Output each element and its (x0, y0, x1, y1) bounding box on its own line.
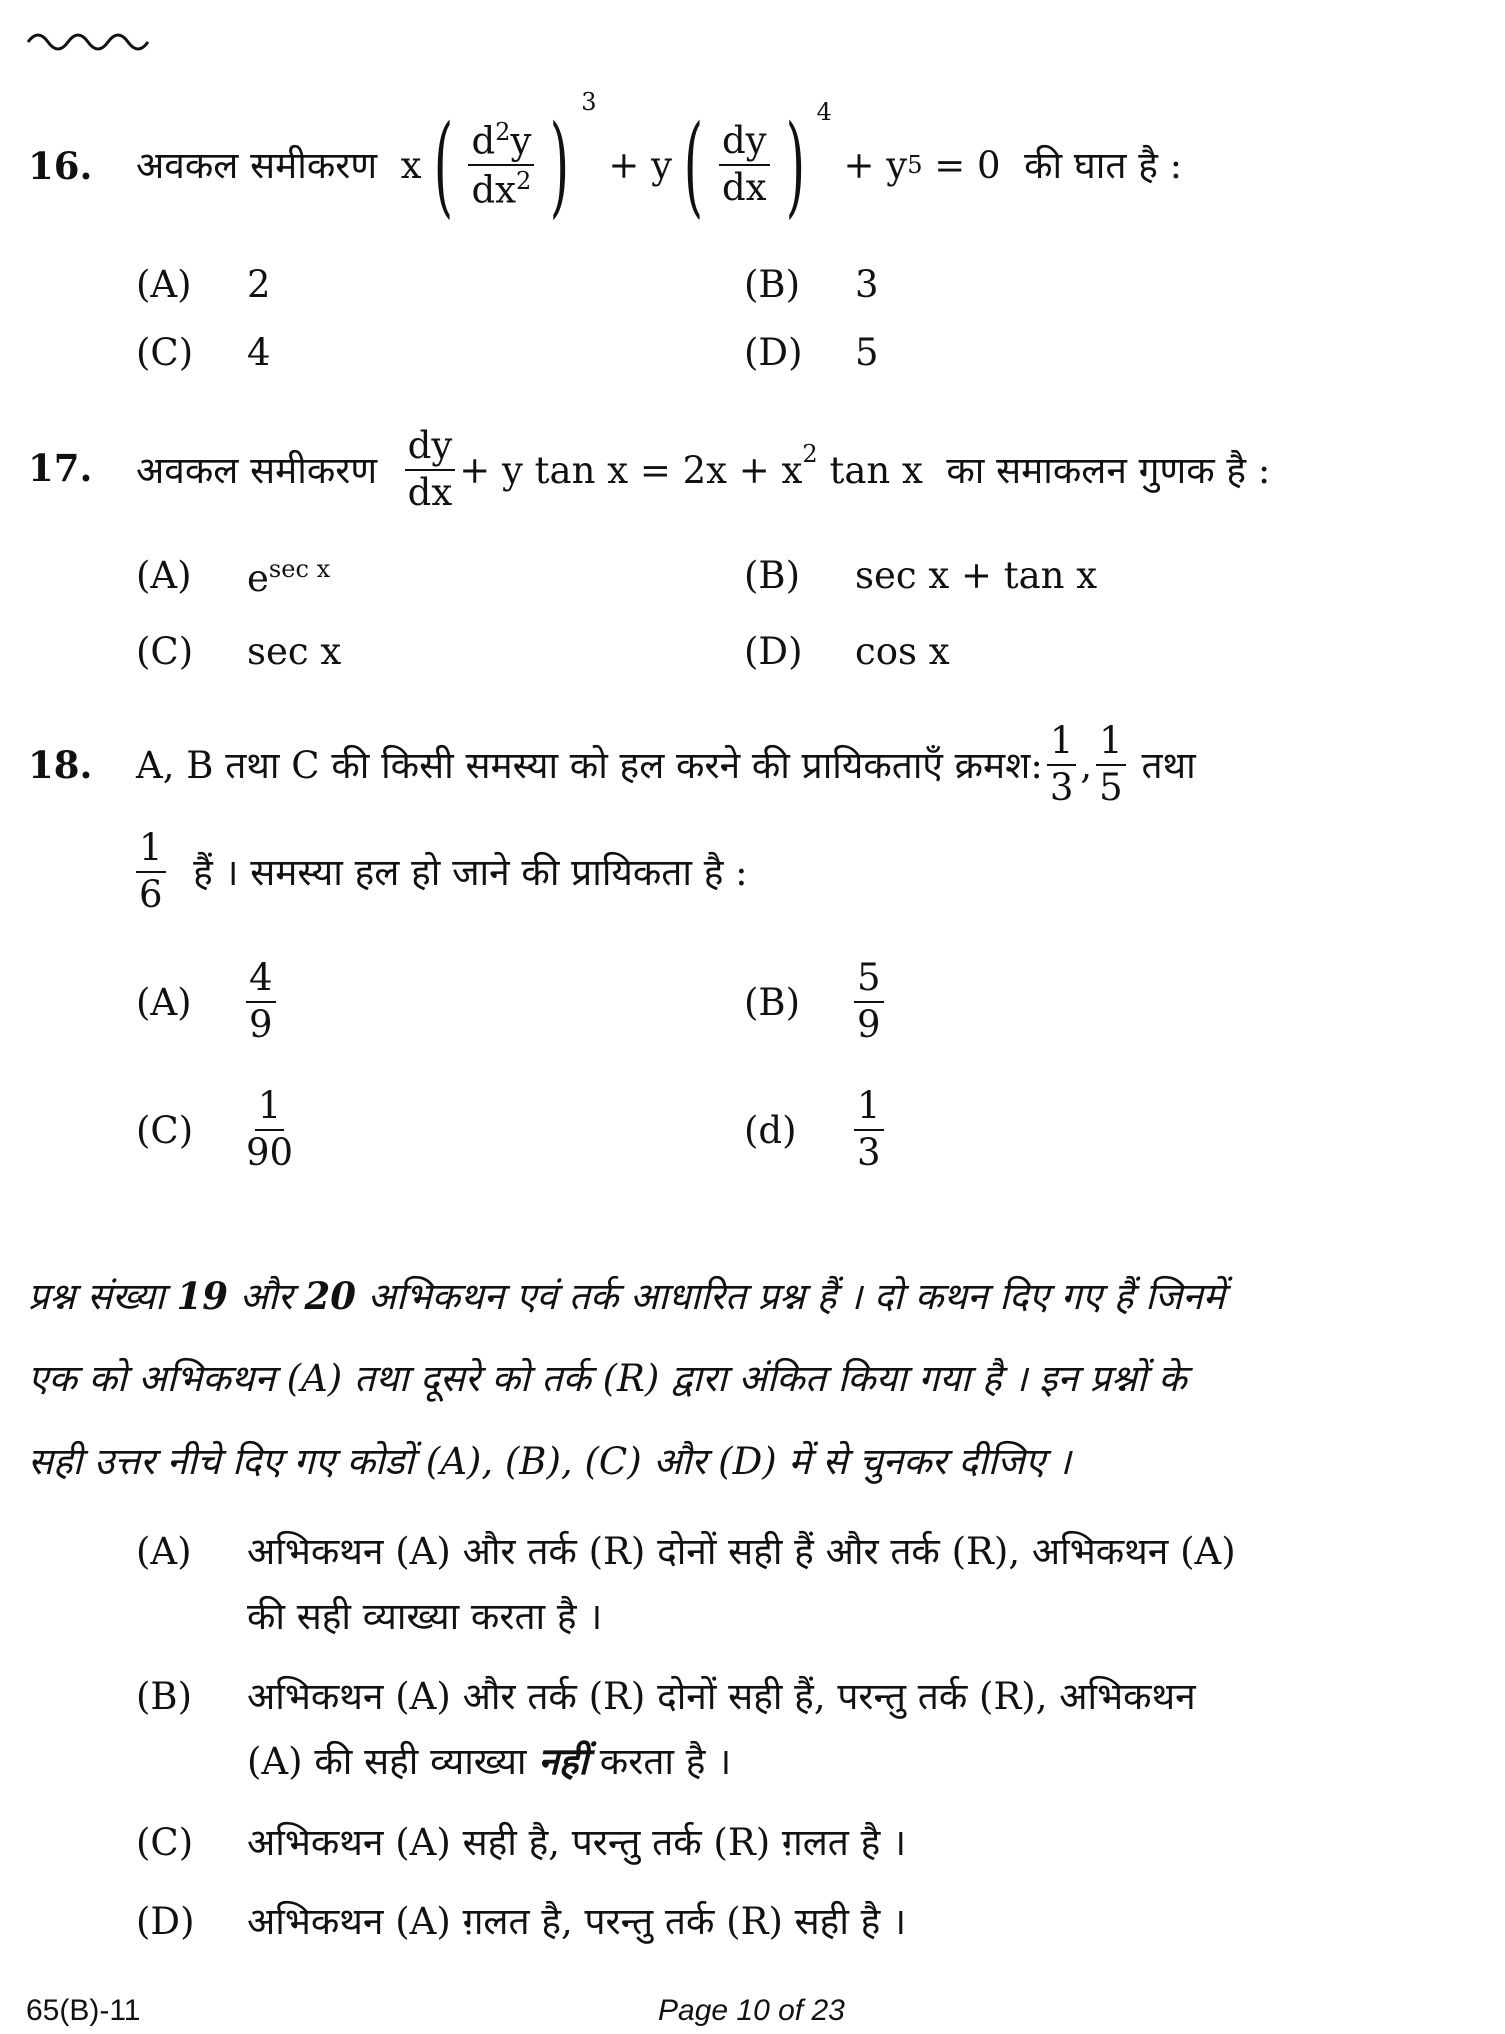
option-value: cos x (855, 630, 950, 673)
eq-term: = 0 (934, 143, 1001, 187)
fraction-dy-dx: $\frac{dy}{dx}$ (405, 426, 456, 513)
option-label: (C) (136, 1108, 194, 1152)
option-label: (A) (136, 554, 192, 597)
code-text: (A) की सही व्याख्या नहीं करता है । (247, 1739, 732, 1783)
question-text: हैं । समस्या हल हो जाने की प्रायिकता है : (193, 850, 748, 894)
instruction-line-2: एक को अभिकथन (A) तथा दूसरे को तर्क (R) द्वारा अंकित किया गया है । इन प्रश्नों के (28, 1357, 1187, 1400)
fraction: $\frac{1}{6}$ (136, 828, 166, 915)
question-text: अवकल समीकरण $\frac{dy}{dx}$ + y tan x = 2x + x $^2$ tan x का समाकलन गुणक है : (136, 424, 1271, 514)
option-label: (B) (744, 263, 801, 306)
question-number: 16. (28, 144, 93, 188)
code-label: (D) (136, 1900, 195, 1943)
paren-group: ( $\frac{dy}{dx}$ ) (683, 101, 805, 229)
eq-term: + y (608, 143, 673, 187)
page-number: Page 10 of 23 (658, 1994, 845, 2027)
question-suffix: की घात है : (1024, 143, 1183, 187)
option-label: (A) (136, 980, 192, 1024)
question-number: 17. (28, 446, 93, 490)
option-label: (B) (744, 980, 801, 1024)
option-value: 5 (855, 331, 879, 374)
exponent: 3 (581, 88, 597, 116)
eq-term: + y (843, 143, 908, 187)
fraction: $\frac{1}{3}$ (1047, 721, 1077, 808)
question-prefix: अवकल समीकरण (136, 143, 378, 187)
exponent: 4 (816, 98, 832, 126)
instruction-line-1: प्रश्न संख्या 19 और 20 अभिकथन एवं तर्क आधारित प्रश्न हैं । दो कथन दिए गए हैं जिनमें (28, 1274, 1225, 1318)
option-label: (C) (136, 630, 194, 673)
option-b (744, 952, 888, 1052)
question-text: A, B तथा C की किसी समस्या को हल करने की प्रायिकताएँ क्रमश: (136, 743, 1043, 787)
eq-x: x (400, 143, 422, 187)
option-label: (A) (136, 263, 192, 306)
option-d (744, 1080, 888, 1180)
option-value: sec x + tan x (855, 554, 1098, 597)
question-text: तथा (1141, 743, 1196, 787)
code-text: अभिकथन (A) सही है, परन्तु तर्क (R) ग़लत है । (247, 1821, 907, 1864)
option-value: $\frac{5}{9}$ (854, 958, 884, 1045)
code-text: अभिकथन (A) ग़लत है, परन्तु तर्क (R) सही है । (247, 1900, 907, 1943)
code-label: (B) (136, 1675, 193, 1718)
option-value: $\frac{1}{3}$ (854, 1086, 884, 1173)
code-label: (A) (136, 1530, 192, 1573)
option-label: (B) (744, 554, 801, 597)
code-text: की सही व्याख्या करता है । (247, 1595, 603, 1638)
question-line-1: A, B तथा C की किसी समस्या को हल करने की प्रायिकताएँ क्रमश: $\frac{1}{3}$ , $\frac{1}{5}$ तथा (136, 719, 1196, 809)
option-value: sec x (247, 630, 342, 673)
code-text: अभिकथन (A) और तर्क (R) दोनों सही हैं और तर्क (R), अभिकथन (A) (247, 1530, 1236, 1573)
option-value: $\frac{4}{9}$ (246, 958, 276, 1045)
option-label: (D) (744, 331, 803, 374)
squiggle-mark (26, 30, 156, 52)
question-line-2 (132, 822, 748, 922)
option-value: $\frac{1}{90}$ (246, 1084, 294, 1174)
option-value: 2 (247, 263, 271, 306)
question-number: 18. (28, 743, 93, 787)
option-a (136, 952, 280, 1052)
option-label: (D) (744, 630, 803, 673)
option-c (136, 1080, 297, 1180)
question-suffix: का समाकलन गुणक है : (946, 448, 1271, 492)
instruction-line-3: सही उत्तर नीचे दिए गए कोडों (A), (B), (C) और (D) में से चुनकर दीजिए । (28, 1440, 1071, 1483)
eq-term: + y tan x = 2x + x (459, 448, 803, 492)
option-value: 4 (247, 331, 271, 374)
eq-term: tan x (829, 448, 923, 492)
option-value: $e^{sec x}$ (247, 555, 331, 600)
option-label: (d) (744, 1108, 797, 1152)
paper-code: 65(B)-11 (26, 1994, 141, 2027)
code-label: (C) (136, 1821, 194, 1864)
option-value: 3 (855, 263, 879, 306)
option-label: (C) (136, 331, 194, 374)
code-text: अभिकथन (A) और तर्क (R) दोनों सही हैं, परन्तु तर्क (R), अभिकथन (247, 1675, 1196, 1718)
paren-group: ( $\frac{d^2y}{dx^2}$ ) (433, 101, 570, 229)
question-prefix: अवकल समीकरण (136, 448, 378, 492)
fraction: $\frac{1}{5}$ (1096, 721, 1126, 808)
question-text: अवकल समीकरण x ( $\frac{d^2y}{dx^2}$ ) $^3$ + y ( $\frac{dy}{dx}$ ) $^4$ + y 5 = 0 की घात है : (136, 88, 1183, 229)
